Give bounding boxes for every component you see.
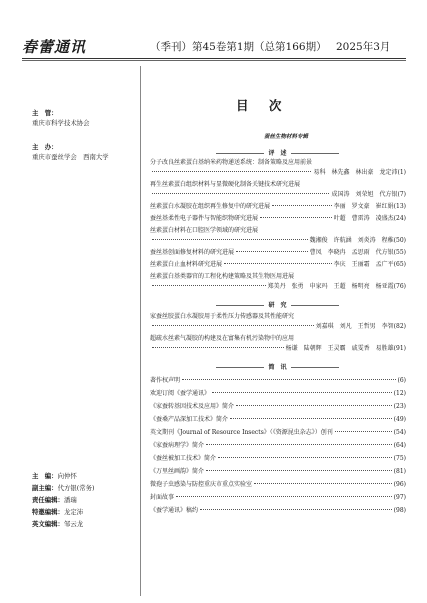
section-heading-research: 研 究: [150, 300, 405, 309]
toc-entry[interactable]: 《家蚕转基因技术及应用》简介 (23): [150, 403, 406, 410]
journal-logo: 春蕾通讯: [22, 38, 87, 56]
toc-entry[interactable]: 分子改良丝素蛋白基纳米药物递送系统：制备策略及应用前景 易科 林先鑫 林出豪 龙定沛 (1): [150, 159, 406, 176]
section-heading-reviews: 评 述: [150, 148, 405, 157]
toc-entry[interactable]: 丝素蛋白水凝胶在组织再生修复中的研究进展 李丽 罗文豪 崔红娟 (13): [150, 203, 406, 210]
issue-date: 2025年3月: [336, 41, 391, 53]
sponsor-label: 主 管：: [32, 109, 58, 117]
header-rule-thin: [22, 60, 406, 61]
editorial-staff: [32, 470, 95, 530]
staff-row: 主 编：向仲怀: [32, 472, 77, 480]
column-divider: [140, 66, 141, 596]
organizer-block: [32, 142, 109, 162]
staff-row: 特邀编辑：龙定沛: [32, 508, 84, 516]
organizer-value: 重庆市蚕丝学会 西南大学: [32, 153, 109, 161]
toc-entry[interactable]: 《家蚕病理学》简介 (64): [150, 442, 406, 449]
toc-column-name: 蚕丝生物材料专辑: [264, 134, 309, 140]
toc-entry[interactable]: 欢迎订阅《蚕学通讯》 (12): [150, 390, 406, 397]
toc-entry[interactable]: 著作权声明 (6): [150, 377, 406, 384]
toc-entry[interactable]: 《蚕桑产品深加工技术》简介 (49): [150, 416, 406, 423]
toc-entry[interactable]: 《蚕学通讯》稿约 (98): [150, 507, 406, 514]
toc-entry[interactable]: 《万里丝画韵》简介 (81): [150, 468, 406, 475]
toc-entry[interactable]: 《蚕丝被加工技术》简介 (75): [150, 455, 406, 462]
staff-row: 副主编：代方银(常务): [32, 484, 95, 492]
toc-entry[interactable]: 蚕丝基柔性电子器件与智能织物研究进展 叶超 曹雷涛 凌盛杰 (24): [150, 215, 406, 222]
toc-entry[interactable]: 蚕丝基创面修复材料的研究进展 曹凤 李晓冉 孟思雨 代方银 (55): [150, 249, 406, 256]
toc-entry[interactable]: 家蚕丝胶蛋白水凝胶用于柔性压力传感器及其性能研究 刘嘉琪 刘凡 王哲男 李智 (82): [150, 313, 406, 330]
toc-entry[interactable]: 丝素蛋白材料在口腔医学领域的研究进展 魏湘俊 许航涵 刘炎涛 程稚 (50): [150, 227, 406, 244]
organizer-label: 主 办：: [32, 143, 58, 151]
toc-entry[interactable]: 丝素蛋白基类器官的工程化构建策略及其生物医用进展 郑美丹 张勇 申家玛 王超 杨明亮 杨亚霞 (76): [150, 273, 406, 290]
toc-entry[interactable]: 封面故事 (97): [150, 494, 406, 501]
toc-entry[interactable]: 英文期刊《Journal of Resource Insects》（《资源昆虫杂志》）创刊 (54): [150, 429, 406, 436]
header-rule: [22, 58, 406, 59]
toc-entry[interactable]: 超疏水丝素气凝胶的构建及在富集有机污染物中的应用 杨谦 陆朝辉 王灵霸 戚雯香 易胜雄 (91): [150, 335, 406, 352]
toc-entry[interactable]: 再生丝素蛋白组织材料与显微硬化制备关键技术研究进展 成国涛 刘荣旭 代方银 (7): [150, 181, 406, 198]
sponsor-block: [32, 108, 90, 128]
section-heading-news: 简 讯: [150, 362, 405, 371]
sponsor-value: 重庆市科学技术协会: [32, 119, 90, 127]
toc-title: 目 次: [236, 98, 290, 113]
staff-row: 英文编辑：邹云龙: [32, 520, 84, 528]
staff-row: 责任编辑：潘瑞: [32, 496, 77, 504]
toc-entry[interactable]: 丝素蛋白止血材料研究进展 李庆 王丽霜 孟广平 (65): [150, 261, 406, 268]
issue-number: （季刊）第45卷第1期（总第166期）: [150, 41, 327, 53]
toc-entry[interactable]: 微孢子虫感染与防控重庆市重点实验室 (96): [150, 481, 406, 488]
